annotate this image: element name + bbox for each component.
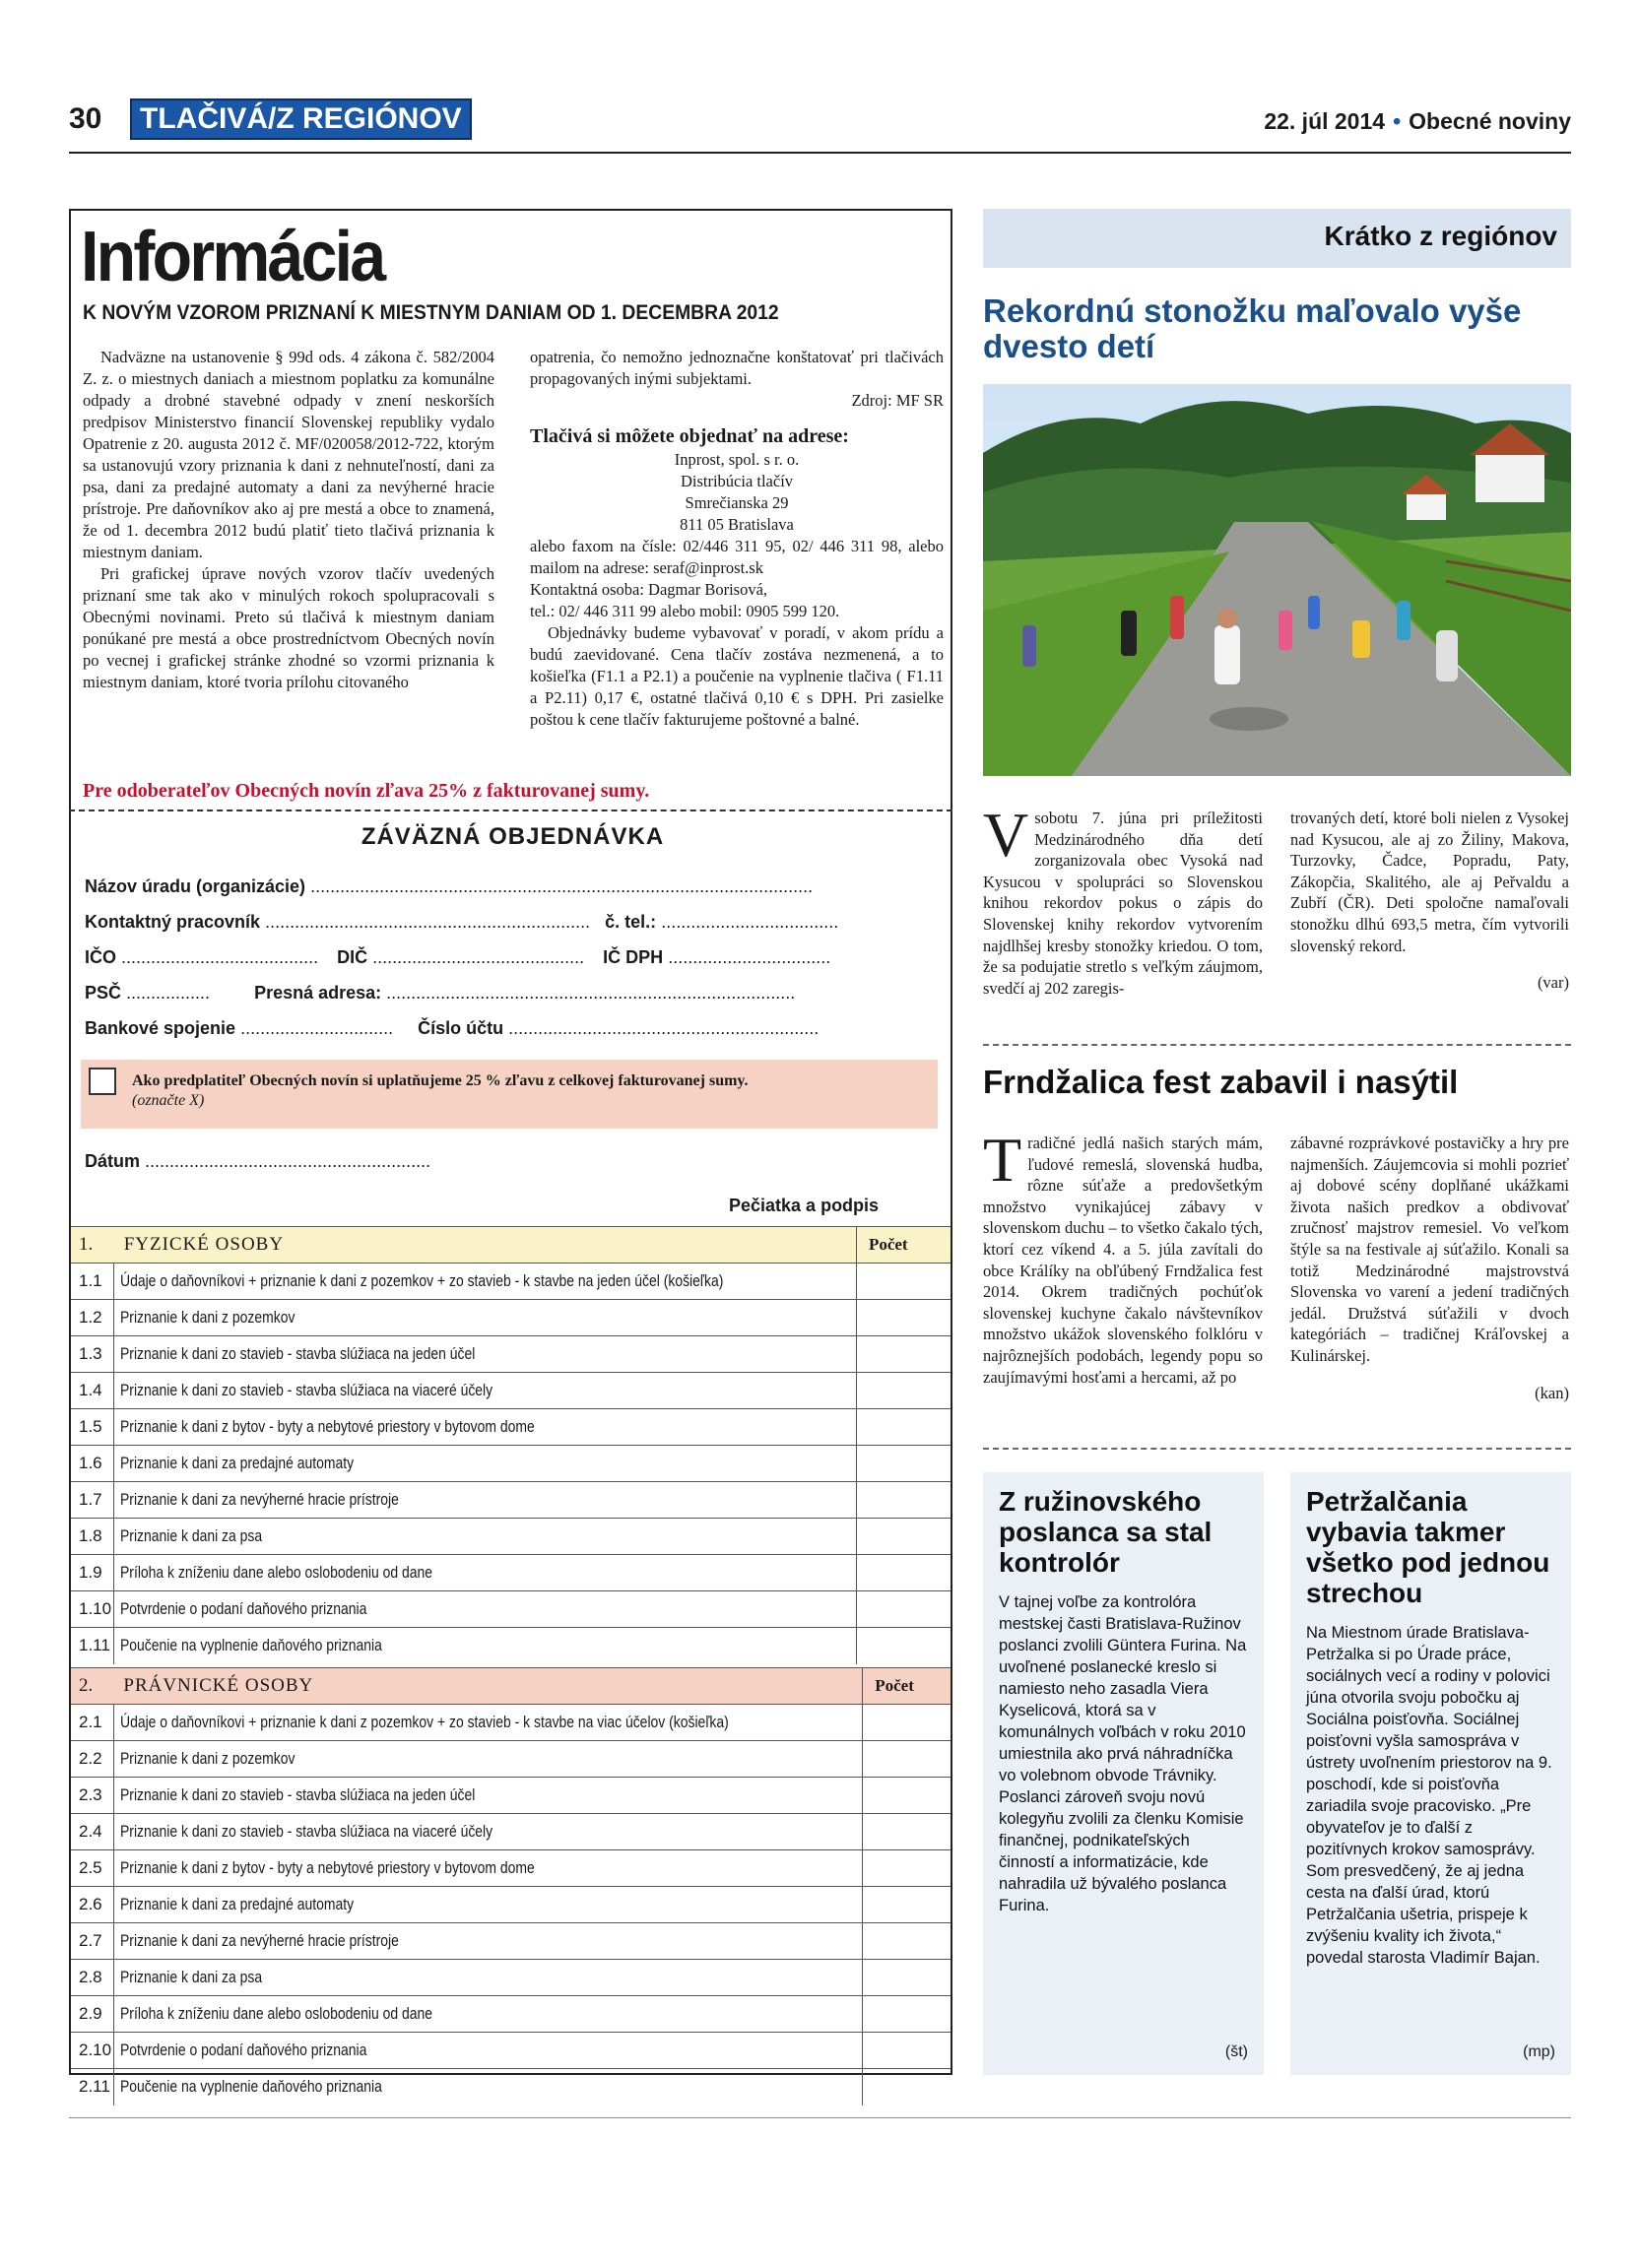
count-field[interactable] (856, 1591, 951, 1628)
news-box-headline: Petržalčania vybavia takmer všetko pod jednou strechou (1306, 1486, 1550, 1608)
section-title: FYZICKÉ OSOBY (114, 1227, 857, 1264)
address-field[interactable]: ................................................................................... (386, 983, 796, 1003)
form-description-cell (114, 1519, 857, 1555)
count-field[interactable] (863, 1778, 951, 1814)
form-description-cell (114, 1336, 857, 1373)
form-number: 2.9 (71, 1996, 113, 2033)
bank-field[interactable]: ............................... (240, 1018, 394, 1038)
section-header-companies (71, 1668, 951, 1705)
article-1-signature: (var) (1537, 973, 1569, 993)
form-line-ids (85, 947, 830, 968)
count-field[interactable] (856, 1264, 951, 1300)
news-box-text: Na Miestnom úrade Bratislava-Petržalka si po Úrade práce, sociálnych vecí a rodiny v polovici júna otvorila svoju pobočku aj Sociálna poisťovňa. Sociálnej poisťovni vyšla samospráva v ústrety uvoľnením priestorov na 9. poschodí, kde si poisťovňa zariadila svoje pracovisko. „Pre obyvateľov je to ďalší z pozitívnych krokov samosprávy. Som presvedčený, že aj jedna cesta na ďalší úrad, ktorú Petržalčania ušetria, prispeje k zvýšeniu kvality ich života,“ povedal starosta Vladimír Bajan. (1306, 1624, 1552, 1967)
separator (983, 1044, 1571, 1046)
subscriber-checkbox[interactable] (89, 1068, 116, 1095)
form-description-cell (114, 1446, 857, 1482)
form-description: Priznanie k dani za predajné automaty (120, 1454, 355, 1472)
form-number: 1.3 (71, 1336, 114, 1373)
info-title: Informácia (81, 218, 384, 296)
article-2-text: zábavné rozprávkové postavičky a hry pre najmenších. Záujemcovia si mohli pozrieť aj dobové scény doplňané ukážkami života našich predkov a obdivovať zručnosť majstrov remesiel. Vo veľkom štýle sa na festivale aj súťažilo. Konali sa totiž Medzinárodné majstrovstvá Slovenska vo varení a jedení tradičných jedál. Družstvá súťažili v dvoch kategóriách – tradičnej Kráľovskej a Kulinárskej. (1290, 1134, 1569, 1365)
count-field[interactable] (863, 2069, 951, 2106)
form-number: 2.8 (71, 1960, 113, 1996)
count-field[interactable] (863, 2033, 951, 2069)
count-field[interactable] (856, 1628, 951, 1664)
form-number: 1.4 (71, 1373, 114, 1409)
table-row (71, 1741, 951, 1778)
form-number: 2.2 (71, 1741, 113, 1778)
count-field[interactable] (856, 1300, 951, 1336)
table-row (71, 1373, 951, 1409)
form-description-cell (114, 1555, 857, 1591)
psc-label: PSČ (85, 983, 122, 1003)
form-number: 2.3 (71, 1778, 113, 1814)
section-title: PRÁVNICKÉ OSOBY (113, 1668, 862, 1705)
form-description: Priznanie k dani za nevýherné hracie prístroje (119, 1931, 399, 1950)
count-label: Počet (856, 1227, 951, 1264)
info-box (69, 209, 952, 2097)
subscriber-checkbox-text (132, 1071, 749, 1111)
dic-label: DIČ (337, 947, 368, 967)
count-field[interactable] (863, 1741, 951, 1778)
form-number: 2.1 (71, 1705, 113, 1741)
dic-field[interactable]: ........................................... (372, 947, 585, 967)
ico-field[interactable]: ........................................ (121, 947, 319, 967)
bank-label: Bankové spojenie (85, 1018, 236, 1038)
news-box-headline: Z ružinovského poslanca sa stal kontrolór (999, 1486, 1213, 1578)
bottom-rule (69, 2117, 1571, 2118)
issue-info (1264, 108, 1571, 135)
form-description: Priznanie k dani za nevýherné hracie prístroje (120, 1490, 400, 1509)
news-box-ruzinov (983, 1472, 1264, 2075)
table-row (71, 1555, 951, 1591)
count-field[interactable] (863, 1850, 951, 1887)
contact-person: Kontaktná osoba: Dagmar Borisová, (530, 580, 768, 599)
news-box-signature: (mp) (1523, 2043, 1555, 2060)
form-description: Príloha k zníženiu dane alebo oslobodeniu od dane (120, 1563, 433, 1582)
forms-table-individuals (71, 1226, 951, 1664)
form-line-contact (85, 912, 838, 933)
children-drawing-photo (983, 384, 1571, 776)
table-row (71, 2069, 951, 2106)
stamp-label: Pečiatka a podpis (729, 1196, 880, 1215)
form-description-cell (113, 1960, 862, 1996)
table-row (71, 1409, 951, 1446)
form-line-office (85, 876, 813, 897)
office-field[interactable]: ...................................................................................................... (310, 876, 814, 896)
form-line-date (85, 1151, 430, 1172)
page-header (69, 98, 1571, 154)
form-number: 1.6 (71, 1446, 114, 1482)
account-field[interactable]: ............................................................... (508, 1018, 820, 1038)
article-2-signature: (kan) (1535, 1383, 1569, 1402)
info-column-2 (530, 347, 944, 731)
form-description-cell (113, 1996, 862, 2033)
date-field[interactable]: .......................................................... (145, 1151, 431, 1171)
form-description-cell (114, 1482, 857, 1519)
separator (983, 1448, 1571, 1450)
table-row (71, 1960, 951, 1996)
form-number: 2.6 (71, 1887, 113, 1923)
table-row (71, 1628, 951, 1664)
form-description: Údaje o daňovníkovi + priznanie k dani z pozemkov + zo stavieb - k stavbe na jeden účel (košieľka) (120, 1271, 724, 1290)
article-1-text: trovaných detí, ktoré boli nielen z Vysokej nad Kysucou, ale aj zo Žiliny, Makova, Turzovky, Čadce, Popradu, Paty, Zákopčia, Skalitého, ale aj Peřvaldu a Zubří (ČR). Deti spoločne namaľovali stonožku dlhú 693,5 metra, čím vytvorili slovenský rekord. (1290, 809, 1569, 955)
article-1-photo (983, 384, 1571, 776)
form-description-cell (113, 1741, 862, 1778)
section-bar-title: Krátko z regiónov (1324, 221, 1557, 251)
section-bar (983, 209, 1571, 268)
form-number: 1.1 (71, 1264, 114, 1300)
table-row (71, 1446, 951, 1482)
form-description: Priznanie k dani z bytov - byty a nebytové priestory v bytovom dome (120, 1417, 535, 1436)
form-description-cell (113, 2069, 862, 2106)
form-description: Priznanie k dani zo stavieb - stavba slúžiaca na jeden účel (119, 1785, 476, 1804)
checkbox-hint: (označte X) (132, 1092, 205, 1109)
form-description: Potvrdenie o podaní daňového priznania (120, 1599, 367, 1618)
count-label: Počet (863, 1668, 951, 1705)
order-title: ZÁVÄZNÁ OBJEDNÁVKA (361, 823, 665, 850)
form-number: 2.5 (71, 1850, 113, 1887)
table-row (71, 1519, 951, 1555)
issue-date: 22. júl 2014 (1264, 108, 1386, 134)
section-number: 2. (71, 1668, 113, 1705)
paper-name: Obecné noviny (1409, 108, 1571, 134)
discount-notice: Pre odoberateľov Obecných novín zľava 25% z fakturovanej sumy. (83, 780, 650, 802)
info-paragraph: Nadväzne na ustanovenie § 99d ods. 4 zákona č. 582/2004 Z. z. o miestnych daniach a miestnom poplatku za komunálne odpady a drobné stavebné odpady v znení neskorších predpisov Ministerstvo financií Slovenskej republiky vydalo Opatrenie z 20. augusta 2012 č. MF/020058/2012-722, ktorým sa ustanovujú vzory priznania k dani z nehnuteľností, dani za psa, dani za predajné automaty a dani za nevýherné hracie prístroje. Pre daňovníkov ako aj pre mestá a obce to znamená, že od 1. decembra 2012 budú platiť tieto tlačivá priznania k miestnym daniam. (83, 348, 494, 561)
dropcap: T (983, 1125, 1022, 1195)
section-number: 1. (71, 1227, 114, 1264)
form-number: 2.7 (71, 1923, 113, 1960)
address-label: Presná adresa: (254, 983, 382, 1003)
count-field[interactable] (856, 1555, 951, 1591)
article-1-column-2 (1290, 808, 1569, 994)
article-2-headline: Frndžalica fest zabavil i nasýtil (983, 1064, 1459, 1100)
form-description-cell (114, 1628, 857, 1664)
address-line: 811 05 Bratislava (680, 515, 794, 534)
account-label: Číslo účtu (418, 1018, 504, 1038)
form-number: 2.10 (71, 2033, 113, 2069)
form-description-cell (114, 1264, 857, 1300)
form-description: Priznanie k dani zo stavieb - stavba slúžiaca na viaceré účely (120, 1381, 493, 1399)
form-description-cell (113, 1778, 862, 1814)
icdph-field[interactable]: ................................. (668, 947, 831, 967)
form-description: Priznanie k dani zo stavieb - stavba slúžiaca na jeden účel (120, 1344, 476, 1363)
form-number: 1.2 (71, 1300, 114, 1336)
form-description: Údaje o daňovníkovi + priznanie k dani z pozemkov + zo stavieb - k stavbe na viac účelov (košieľka) (119, 1713, 729, 1731)
phone-field[interactable]: .................................... (661, 912, 839, 932)
table-row (71, 1336, 951, 1373)
dropcap: V (983, 800, 1029, 870)
form-description: Priznanie k dani za psa (119, 1968, 263, 1986)
psc-field[interactable]: ................. (126, 983, 211, 1003)
contact-info: alebo faxom na čísle: 02/446 311 95, 02/ 446 311 98, alebo mailom na adrese: seraf@inprost.sk (530, 537, 944, 577)
form-number: 2.4 (71, 1814, 113, 1850)
page-number: 30 (69, 102, 102, 135)
separator-dot: • (1393, 108, 1402, 134)
info-paragraph: Pri grafickej úprave nových vzorov tlačív uvedených priznaní sme tak ako v minulých rokoch spolupracovali s Obecnými novinami. Preto sú tlačivá k miestnym daniam ponúkané pre mestá a obce prostredníctvom Obecných novín po vecnej i grafickej stránke zhodné so vzormi priznania k miestnym daniam, ktoré tvoria prílohu citovaného (83, 564, 494, 691)
table-row (71, 2033, 951, 2069)
form-line-bank (85, 1018, 819, 1039)
checkbox-label: Ako predplatiteľ Obecných novín si uplatňujeme 25 % zľavu z celkovej fakturovanej sumy. (132, 1072, 749, 1089)
count-field[interactable] (863, 1960, 951, 1996)
table-row (71, 1923, 951, 1960)
form-description: Potvrdenie o podaní daňového priznania (119, 2041, 367, 2059)
count-field[interactable] (856, 1373, 951, 1409)
form-description-cell (114, 1409, 857, 1446)
form-number: 1.9 (71, 1555, 114, 1591)
count-field[interactable] (856, 1519, 951, 1555)
table-row (71, 1996, 951, 2033)
form-number: 1.11 (71, 1628, 114, 1664)
section-label: TLAČIVÁ/Z REGIÓNOV (130, 98, 472, 140)
table-row (71, 1778, 951, 1814)
form-description-cell (113, 2033, 862, 2069)
table-row (71, 1887, 951, 1923)
form-line-address (85, 983, 795, 1004)
form-description-cell (114, 1373, 857, 1409)
count-field[interactable] (856, 1336, 951, 1373)
info-source: Zdroj: MF SR (851, 391, 944, 410)
form-description-cell (113, 1814, 862, 1850)
count-field[interactable] (856, 1409, 951, 1446)
form-description: Priznanie k dani z pozemkov (120, 1308, 295, 1327)
article-2-column-2 (1290, 1133, 1569, 1403)
form-description: Priznanie k dani z bytov - byty a nebytové priestory v bytovom dome (119, 1858, 535, 1877)
subscriber-discount-row (81, 1060, 938, 1129)
count-field[interactable] (856, 1446, 951, 1482)
forms-table-companies (71, 1667, 951, 2106)
article-2-text: radičné jedlá našich starých mám, ľudové remeslá, slovenská hudba, rôzne súťaže a predovšetkým množstvo vynikajúcej zábavy v slovenskom duchu – to všetko čakalo tých, ktorí cez víkend 4. a 5. júla zavítali do obce Králíky na obľúbený Frndžalica fest 2014. Okrem tradičných pochúťok slovenskej kuchyne čakalo návštevníkov množstvo ukážok slovenského folklóru v najrôznejších podobách, legendy popu so zaujímavými hosťami a hercami, až po (983, 1134, 1263, 1387)
table-row (71, 1264, 951, 1300)
form-description-cell (114, 1300, 857, 1336)
count-field[interactable] (863, 1814, 951, 1850)
form-description-cell (113, 1923, 862, 1960)
info-subtitle: K NOVÝM VZOROM PRIZNANÍ K MIESTNYM DANIAM OD 1. DECEMBRA 2012 (83, 301, 779, 324)
contact-phone: tel.: 02/ 446 311 99 alebo mobil: 0905 599 120. (530, 602, 840, 620)
count-field[interactable] (863, 1996, 951, 2033)
address-line: Inprost, spol. s r. o. (674, 450, 800, 469)
count-field[interactable] (863, 1923, 951, 1960)
form-description: Priznanie k dani zo stavieb - stavba slúžiaca na viaceré účely (119, 1822, 492, 1841)
ico-label: IČO (85, 947, 117, 967)
form-description-cell (113, 1705, 862, 1741)
address-line: Smrečianska 29 (685, 493, 789, 512)
form-description-cell (113, 1850, 862, 1887)
form-number: 2.11 (71, 2069, 113, 2106)
news-box-text: V tajnej voľbe za kontrolóra mestskej časti Bratislava-Ružinov poslanci zvolili Güntera Furina. Na uvoľnené poslanecké kreslo si namiesto neho zasadla Viera Kyselicová, ktorá sa v komunálnych voľbách v roku 2010 umiestnila ako prvá náhradníčka vo volebnom obvode Trávniky. Poslanci zároveň svoju novú kolegyňu zvolili za členku Komisie finančnej, podnikateľských činností a informatizácie, kde nahradila už bývalého poslanca Furina. (999, 1593, 1247, 1914)
icdph-label: IČ DPH (603, 947, 664, 967)
news-box-petrzalka (1290, 1472, 1571, 2075)
news-box-signature: (št) (1224, 2043, 1248, 2060)
form-description: Priznanie k dani za psa (120, 1526, 263, 1545)
contact-field[interactable]: .................................................................. (265, 912, 591, 932)
office-label: Názov úradu (organizácie) (85, 876, 306, 896)
table-row (71, 1482, 951, 1519)
count-field[interactable] (856, 1482, 951, 1519)
form-number: 1.5 (71, 1409, 114, 1446)
info-column-1 (83, 347, 494, 693)
table-row (71, 1705, 951, 1741)
info-paragraph: opatrenia, čo nemožno jednoznačne konštatovať pri tlačivách propagovaných inými subjektami. (530, 348, 944, 388)
table-row (71, 1300, 951, 1336)
cut-line (69, 810, 952, 811)
form-number: 1.7 (71, 1482, 114, 1519)
form-description: Príloha k zníženiu dane alebo oslobodeniu od dane (119, 2004, 432, 2023)
form-description: Priznanie k dani za predajné automaty (119, 1895, 355, 1913)
form-number: 1.8 (71, 1519, 114, 1555)
form-description-cell (113, 1887, 862, 1923)
section-header-individuals (71, 1227, 951, 1264)
form-description: Poučenie na vyplnenie daňového priznania (120, 1636, 383, 1655)
article-1-text: sobotu 7. júna pri príležitosti Medzinárodného dňa detí zorganizovala obec Vysoká nad Kysucou v spolupráci so Slovenskou knihou rekordov pokus o zápis do Slovenskej knihy rekordov vytvorením najdlhšej kresby stonožky kriedou. O tom, že sa podujatie stretlo s veľkým záujmom, svedčí aj 202 zaregis- (983, 809, 1263, 998)
contact-label: Kontaktný pracovník (85, 912, 261, 932)
table-row (71, 1814, 951, 1850)
form-description-cell (114, 1591, 857, 1628)
count-field[interactable] (863, 1887, 951, 1923)
info-paragraph: Objednávky budeme vybavovať v poradí, v akom prídu a budú zaevidované. Cena tlačív zostáva nezmenená, a to košieľka (F1.1 a P2.1) a poučenie na vyplnenie tlačiva ( F1.11 a P2.11) 0,17 €, ostatné tlačivá 0,10 € s DPH. Pri zasielke poštou k cene tlačív fakturujeme poštovné a balné. (530, 623, 944, 729)
article-1-column-1 (983, 800, 1263, 999)
date-label: Dátum (85, 1151, 141, 1171)
form-description: Priznanie k dani z pozemkov (119, 1749, 295, 1768)
count-field[interactable] (863, 1705, 951, 1741)
address-heading: Tlačivá si môžete objednať na adrese: (530, 425, 849, 447)
form-description: Poučenie na vyplnenie daňového priznania (119, 2077, 382, 2097)
article-2-column-1 (983, 1125, 1263, 1388)
address-line: Distribúcia tlačív (680, 472, 794, 490)
article-1-headline: Rekordnú stonožku maľovalo vyše dvesto detí (983, 292, 1522, 364)
table-row (71, 1850, 951, 1887)
phone-label: č. tel.: (605, 912, 657, 932)
form-number: 1.10 (71, 1591, 114, 1628)
table-row (71, 1591, 951, 1628)
